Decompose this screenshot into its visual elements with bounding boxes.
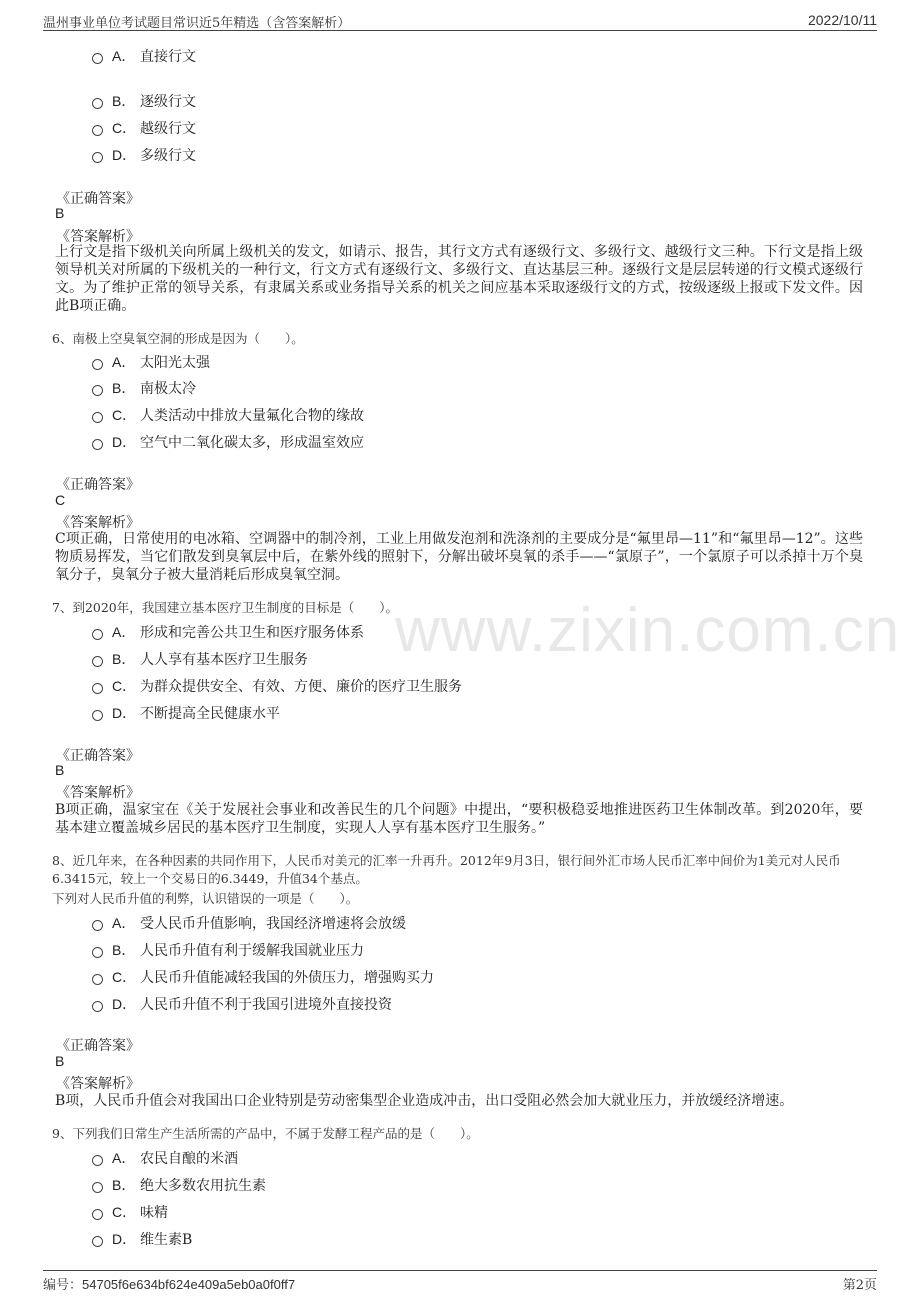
q9-option-b[interactable]: B． 绝大多数农用抗生素 xyxy=(92,1175,266,1195)
q8-option-a[interactable]: A． 受人民币升值影响，我国经济增速将会放缓 xyxy=(92,913,406,933)
radio-icon[interactable] xyxy=(92,412,103,423)
q9-option-a[interactable]: A． 农民自酿的米酒 xyxy=(92,1148,238,1168)
radio-icon[interactable] xyxy=(92,920,103,931)
option-text: 南极太冷 xyxy=(140,381,196,397)
q8-option-d[interactable]: D． 人民币升值不利于我国引进境外直接投资 xyxy=(92,994,392,1014)
radio-icon[interactable] xyxy=(92,974,103,985)
q5-option-d[interactable]: D． 多级行文 xyxy=(92,145,196,165)
document-date: 2022/10/11 xyxy=(807,12,877,28)
radio-icon[interactable] xyxy=(92,98,103,109)
document-code-label: 编号： xyxy=(43,1278,83,1293)
q8-question-part2: 下列对人民币升值的利弊，认识错误的一项是（ ）。 xyxy=(52,891,359,906)
q5-answer: B xyxy=(55,205,65,221)
q8-answer: B xyxy=(55,1053,65,1069)
radio-icon[interactable] xyxy=(92,1236,103,1247)
option-text: 人民币升值有利于缓解我国就业压力 xyxy=(140,943,364,959)
q5-answer-label: 《正确答案》 xyxy=(56,191,140,207)
document-title: 温州事业单位考试题目常识近5年精选（含答案解析） xyxy=(43,16,351,31)
radio-icon[interactable] xyxy=(92,1209,103,1220)
page-number: 第2页 xyxy=(842,1278,877,1293)
radio-icon[interactable] xyxy=(92,629,103,640)
document-code-value: 54705f6e634bf624e409a5eb0a0f0ff7 xyxy=(82,1277,296,1292)
q6-question: 6、南极上空臭氧空洞的形成是因为（ ）。 xyxy=(52,331,304,346)
page-footer xyxy=(43,1270,877,1293)
option-text: 农民自酿的米酒 xyxy=(140,1151,238,1167)
page-header xyxy=(43,10,877,31)
radio-icon[interactable] xyxy=(92,1155,103,1166)
radio-icon[interactable] xyxy=(92,359,103,370)
q7-option-b[interactable]: B． 人人享有基本医疗卫生服务 xyxy=(92,649,308,669)
q6-option-b[interactable]: B． 南极太冷 xyxy=(92,378,196,398)
option-text: 直接行文 xyxy=(140,49,196,65)
q5-analysis: 上行文是指下级机关向所属上级机关的发文，如请示、报告，其行文方式有逐级行文、多级行文、越级行文三种。下行文是指上级领导机关对所属的下级机关的一种行文，行文方式有逐级行文、多级行文、直达基层三种。逐级行文是层层转递的行文模式逐级行文。为了维护正常的领导关系，有隶属关系或业务指导关系的机关之间应基本采取逐级行文的方式，按级逐级上报或下发文件。因此B项正确。 xyxy=(55,244,863,314)
q5-analysis-label: 《答案解析》 xyxy=(56,229,140,245)
option-text: 越级行文 xyxy=(140,121,196,137)
q6-option-c[interactable]: C． 人类活动中排放大量氟化合物的缘故 xyxy=(92,405,364,425)
radio-icon[interactable] xyxy=(92,439,103,450)
q9-option-c[interactable]: C． 味精 xyxy=(92,1202,168,1222)
option-text: 形成和完善公共卫生和医疗服务体系 xyxy=(140,625,364,641)
q8-answer-label: 《正确答案》 xyxy=(56,1038,140,1054)
watermark: www.zixin.com.cn xyxy=(395,596,901,665)
q8-analysis: B项，人民币升值会对我国出口企业特别是劳动密集型企业造成冲击，出口受阻必然会加大就业压力，并放缓经济增速。 xyxy=(55,1093,794,1109)
q6-option-a[interactable]: A． 太阳光太强 xyxy=(92,352,210,372)
option-text: 人民币升值不利于我国引进境外直接投资 xyxy=(140,997,392,1013)
q7-option-a[interactable]: A． 形成和完善公共卫生和医疗服务体系 xyxy=(92,622,364,642)
q5-option-b[interactable]: B． 逐级行文 xyxy=(92,91,196,111)
q7-analysis: B项正确，温家宝在《关于发展社会事业和改善民生的几个问题》中提出，“要积极稳妥地推进医药卫生体制改革。到2020年，要基本建立覆盖城乡居民的基本医疗卫生制度，实现人人享有基本医疗卫生服务。” xyxy=(55,802,863,836)
radio-icon[interactable] xyxy=(92,53,103,64)
option-text: 人人享有基本医疗卫生服务 xyxy=(140,652,308,668)
q8-analysis-label: 《答案解析》 xyxy=(56,1076,140,1092)
option-text: 人类活动中排放大量氟化合物的缘故 xyxy=(140,408,364,424)
q5-option-a[interactable]: A． 直接行文 xyxy=(92,46,196,66)
radio-icon[interactable] xyxy=(92,385,103,396)
q6-analysis: C项正确，日常使用的电冰箱、空调器中的制冷剂，工业上用做发泡剂和洗涤剂的主要成分是“氟里昂—11”和“氟里昂—12”。这些物质易挥发，当它们散发到臭氧层中后，在紫外线的照射下，分解出破坏臭氧的杀手——“氯原子”，一个氯原子可以杀掉十万个臭氧分子，臭氧分子被大量消耗后形成臭氧空洞。 xyxy=(55,531,863,583)
option-text: 不断提高全民健康水平 xyxy=(140,706,280,722)
q7-answer-label: 《正确答案》 xyxy=(56,748,140,764)
option-text: 多级行文 xyxy=(140,148,196,164)
q7-analysis-label: 《答案解析》 xyxy=(56,785,140,801)
radio-icon[interactable] xyxy=(92,152,103,163)
option-text: 人民币升值能减轻我国的外债压力，增强购买力 xyxy=(140,970,434,986)
radio-icon[interactable] xyxy=(92,1182,103,1193)
option-text: 绝大多数农用抗生素 xyxy=(140,1178,266,1194)
q7-option-d[interactable]: D． 不断提高全民健康水平 xyxy=(92,703,280,723)
q8-option-c[interactable]: C． 人民币升值能减轻我国的外债压力，增强购买力 xyxy=(92,967,434,987)
option-text: 空气中二氧化碳太多，形成温室效应 xyxy=(140,435,364,451)
option-text: 逐级行文 xyxy=(140,94,196,110)
q6-analysis-label: 《答案解析》 xyxy=(56,515,140,531)
q6-answer-label: 《正确答案》 xyxy=(56,477,140,493)
radio-icon[interactable] xyxy=(92,683,103,694)
q9-question: 9、下列我们日常生产生活所需的产品中，不属于发酵工程产品的是（ ）。 xyxy=(52,1126,479,1141)
option-text: 味精 xyxy=(140,1205,168,1221)
radio-icon[interactable] xyxy=(92,1001,103,1012)
option-text: 太阳光太强 xyxy=(140,355,210,371)
document-code xyxy=(43,1274,295,1293)
q7-option-c[interactable]: C． 为群众提供安全、有效、方便、廉价的医疗卫生服务 xyxy=(92,676,462,696)
radio-icon[interactable] xyxy=(92,125,103,136)
q8-option-b[interactable]: B． 人民币升值有利于缓解我国就业压力 xyxy=(92,940,364,960)
radio-icon[interactable] xyxy=(92,656,103,667)
q8-question: 8、近几年来，在各种因素的共同作用下，人民币对美元的汇率一升再升。2012年9月3日，银行间外汇市场人民币汇率中间价为1美元对人民币6.3415元，较上一个交易日的6.3449，升值34个基点。 xyxy=(52,853,841,886)
q9-option-d[interactable]: D． 维生素B xyxy=(92,1229,192,1249)
q6-answer: C xyxy=(55,492,66,508)
q6-option-d[interactable]: D． 空气中二氧化碳太多，形成温室效应 xyxy=(92,432,364,452)
option-text: 受人民币升值影响，我国经济增速将会放缓 xyxy=(140,916,406,932)
q7-answer: B xyxy=(55,762,65,778)
q5-option-c[interactable]: C． 越级行文 xyxy=(92,118,196,138)
q7-question: 7、到2020年，我国建立基本医疗卫生制度的目标是（ ）。 xyxy=(52,600,399,615)
radio-icon[interactable] xyxy=(92,710,103,721)
option-text: 为群众提供安全、有效、方便、廉价的医疗卫生服务 xyxy=(140,679,462,695)
radio-icon[interactable] xyxy=(92,947,103,958)
option-text: 维生素B xyxy=(140,1232,193,1248)
